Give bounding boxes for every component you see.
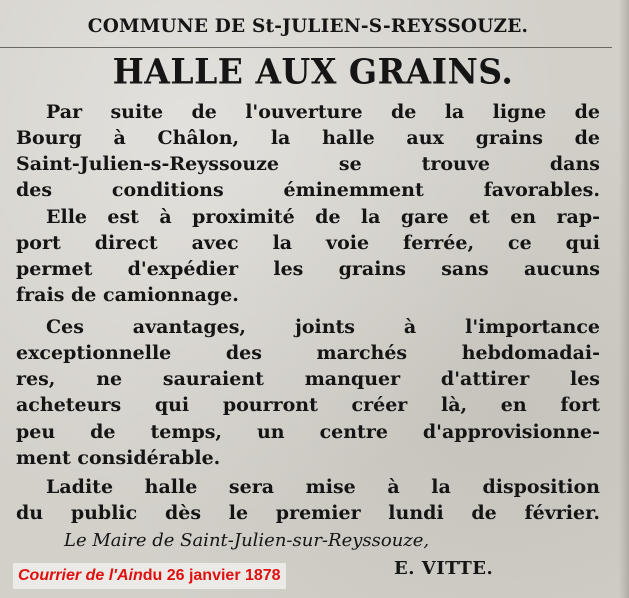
- body-line: Bourg à Châlon, la halle aux grains de: [16, 127, 600, 149]
- body-line: res, ne sauraient manquer d'attirer les: [16, 368, 600, 390]
- article-title: HALLE AUX GRAINS.: [112, 51, 514, 92]
- body-line: acheteurs qui pourront créer là, en fort: [16, 394, 600, 416]
- body-line: Ladite halle sera mise à la disposition: [46, 476, 600, 498]
- body-line: frais de camionnage.: [16, 284, 239, 306]
- body-line: Saint-Julien-s-Reyssouze se trouve dans: [16, 153, 600, 175]
- body-line: peu de temps, un centre d'approvisionne-: [16, 421, 600, 443]
- header-rule: [0, 47, 612, 48]
- mayor-name: E. VITTE.: [394, 558, 494, 579]
- body-line: Par suite de l'ouverture de la ligne de: [46, 101, 600, 123]
- body-line: Elle est à proximité de la gare et en rap-: [46, 206, 600, 228]
- body-line: ment considérable.: [16, 447, 221, 469]
- body-line: port direct avec la voie ferrée, ce qui: [16, 232, 600, 254]
- body-line: Ces avantages, joints à l'importance: [46, 316, 600, 338]
- source-caption: [13, 563, 286, 589]
- caption-date: du 26 janvier 1878: [142, 567, 281, 584]
- paper-edge-shadow: [619, 0, 629, 598]
- body-line: des conditions éminemment favorables.: [16, 179, 600, 201]
- body-line: exceptionnelle des marchés hebdomadai-: [16, 342, 600, 364]
- body-line: du public dès le premier lundi de février.: [16, 502, 600, 524]
- caption-journal: Courrier de l'Ain: [18, 567, 143, 584]
- commune-header: COMMUNE DE St-JULIEN-S-REYSSOUZE.: [87, 16, 529, 37]
- body-line: permet d'expédier les grains sans aucuns: [16, 258, 600, 280]
- mayor-title: Le Maire de Saint-Julien-sur-Reyssouze,: [64, 530, 430, 551]
